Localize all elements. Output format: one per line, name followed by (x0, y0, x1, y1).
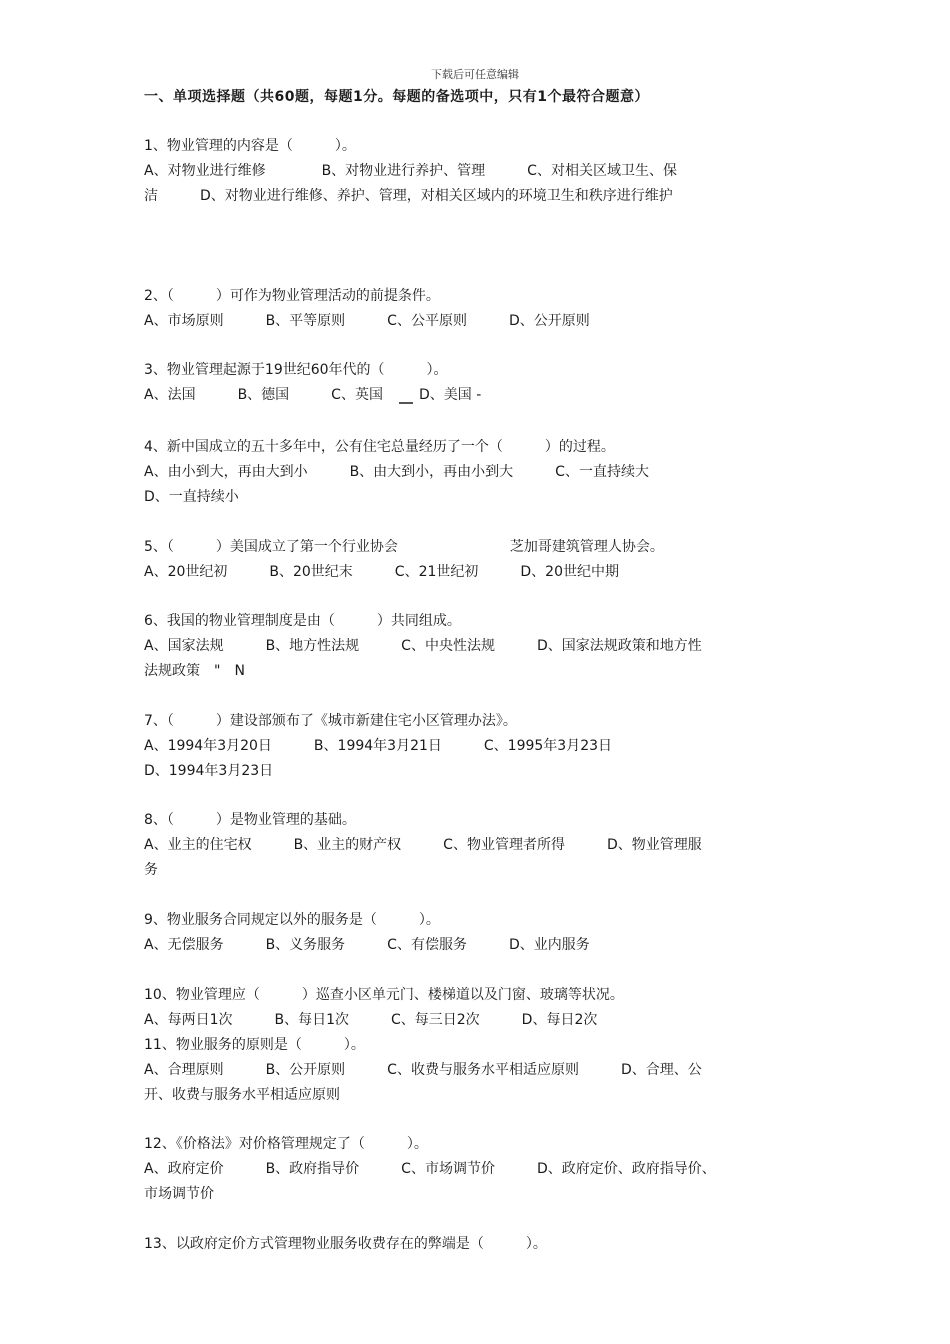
question-stem: 3、物业管理起源于19世纪60年代的（ ）。 (144, 362, 448, 378)
question-7 (144, 709, 819, 784)
question-stem: 6、我国的物业管理制度是由（ ）共同组成。 (144, 613, 461, 629)
question-5 (144, 535, 819, 585)
page-header: 下载后可任意编辑 (431, 68, 519, 81)
question-2 (144, 284, 819, 334)
question-options: 开、收费与服务水平相适应原则 (144, 1087, 340, 1103)
question-options: A、无偿服务 B、义务服务 C、有偿服务 D、业内服务 (144, 937, 590, 953)
question-1 (144, 134, 819, 209)
question-8 (144, 808, 819, 883)
question-options: A、合理原则 B、公开原则 C、收费与服务水平相适应原则 D、合理、公 (144, 1062, 702, 1078)
question-options: D、1994年3月23日 (144, 763, 274, 779)
question-stem: 2、（ ）可作为物业管理活动的前提条件。 (144, 288, 440, 304)
question-9 (144, 908, 819, 958)
question-4 (144, 435, 819, 510)
question-options: A、1994年3月20日 B、1994年3月21日 C、1995年3月23日 (144, 738, 613, 754)
question-options (144, 383, 819, 408)
question-12 (144, 1132, 819, 1207)
question-options: A、国家法规 B、地方性法规 C、中央性法规 D、国家法规政策和地方性 (144, 638, 702, 654)
question-options: A、由小到大，再由大到小 B、由大到小，再由小到大 C、一直持续大 (144, 464, 649, 480)
question-options: A、20世纪初 B、20世纪末 C、21世纪初 D、20世纪中期 (144, 564, 619, 580)
question-11 (144, 1033, 819, 1108)
question-options: 洁 D、对物业进行维修、养护、管理，对相关区域内的环境卫生和秩序进行维护 (144, 188, 673, 204)
question-options: A、业主的住宅权 B、业主的财产权 C、物业管理者所得 D、物业管理服 (144, 837, 702, 853)
question-stem: 1、物业管理的内容是（ ）。 (144, 138, 356, 154)
question-10 (144, 983, 819, 1033)
question-options-part: A、法国 B、德国 C、英国 (144, 387, 383, 403)
underline-mark (399, 402, 413, 404)
question-13 (144, 1232, 819, 1257)
question-6 (144, 609, 819, 684)
section-title: 一、单项选择题（共60题，每题1分。每题的备选项中，只有1个最符合题意） (144, 89, 649, 105)
question-options: 市场调节价 (144, 1186, 214, 1202)
question-options: D、一直持续小 (144, 489, 239, 505)
question-stem: 11、物业服务的原则是（ ）。 (144, 1037, 365, 1053)
question-options: 法规政策 " N (144, 663, 245, 679)
question-3 (144, 358, 819, 408)
question-options: A、对物业进行维修 B、对物业进行养护、管理 C、对相关区域卫生、保 (144, 163, 677, 179)
question-stem: 7、（ ）建设部颁布了《城市新建住宅小区管理办法》。 (144, 713, 517, 729)
question-stem: 12、《价格法》对价格管理规定了（ ）。 (144, 1136, 428, 1152)
question-options: A、市场原则 B、平等原则 C、公平原则 D、公开原则 (144, 313, 590, 329)
question-stem: 8、（ ）是物业管理的基础。 (144, 812, 356, 828)
question-options: A、政府定价 B、政府指导价 C、市场调节价 D、政府定价、政府指导价、 (144, 1161, 716, 1177)
question-options: 务 (144, 862, 158, 878)
question-stem: 13、以政府定价方式管理物业服务收费存在的弊端是（ ）。 (144, 1236, 547, 1252)
question-stem: 4、新中国成立的五十多年中，公有住宅总量经历了一个（ ）的过程。 (144, 439, 615, 455)
question-options: A、每两日1次 B、每日1次 C、每三日2次 D、每日2次 (144, 1012, 598, 1028)
question-stem: 5、（ ）美国成立了第一个行业协会 芝加哥建筑管理人协会。 (144, 539, 664, 555)
question-stem: 9、物业服务合同规定以外的服务是（ ）。 (144, 912, 440, 928)
question-options-part: D、美国 - (418, 387, 482, 403)
question-stem: 10、物业管理应（ ）巡查小区单元门、楼梯道以及门窗、玻璃等状况。 (144, 987, 624, 1003)
